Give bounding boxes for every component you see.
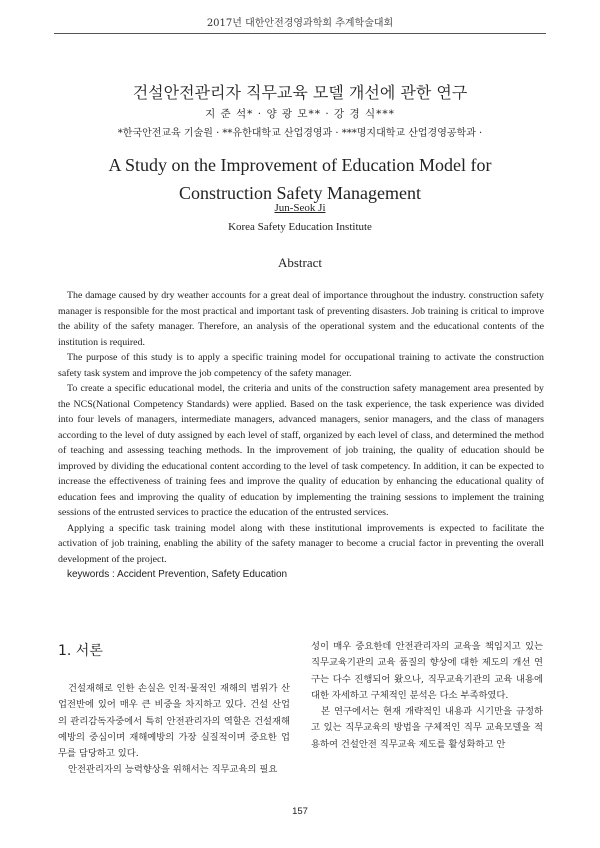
abstract-paragraph-4: Applying a specific task training model along with these institutional improvements is expected to facilitate the activation of job training, enabling the ability of the safety manager to become a crucial factor in preventing the overall development of the project. [58,522,544,565]
english-author [0,202,600,214]
section-1-heading: 1. 서론 [58,643,103,659]
abstract-body [58,288,544,583]
header-divider [54,33,546,34]
english-author-name: Jun-Seok Ji [274,202,326,214]
english-affiliation: Korea Safety Education Institute [228,221,372,233]
english-title-line-2: Construction Safety Management [179,183,421,203]
abstract-heading: Abstract [277,255,323,270]
right-column [311,639,543,753]
korean-affiliations: *한국안전교육 기술원 · **유한대학교 산업경영과 · ***명지대학교 산업경영공학과 · [117,128,483,139]
intro-paragraph-3: 본 연구에서는 현재 개략적인 내용과 시기만을 규정하고 있는 직무교육의 방법을 구체적인 직무 교육모델을 적용하여 건설안전 직무교육 제도를 활성화하고 안 [311,706,543,750]
abstract-paragraph-2: The purpose of this study is to apply a specific training model for occupational training to activate the construction safety task system and improve the job competency of the safety manager. [58,352,544,379]
abstract-paragraph-3: To create a specific educational model, the criteria and units of the construction safety management area presented by the NCS(National Competency Standards) were applied. Based on the task experience, the task experience was divided into four levels of managers, intermediate managers, advanced managers, senior managers, and the class of managers according to the level of duty assigned by each level of staff, organized by each level of class, and determined the method of teaching and assessing teaching methods. In the improvement of job training, the quality of education should be improved by dividing the educational content according to the level of task competency. In addition, it can be expected to increase the effectiveness of training fees and improve the quality of education by enhancing the educational quality of education fees and improving the quality of education by implementing the training sessions to implement the training sessions of the entrusted services to practice the education of the entrusted services. [58,383,544,518]
intro-paragraph-2: 안전관리자의 능력향상을 위해서는 직무교육의 필요 [68,764,278,776]
english-title [0,151,600,207]
korean-title: 건설안전관리자 직무교육 모델 개선에 관한 연구 [132,83,468,102]
intro-paragraph-2-cont: 성이 매우 중요한데 안전관리자의 교육을 책임지고 있는 직무교육기관의 교육 품질의 향상에 대한 제도의 개선 연구는 다수 진행되어 왔으나, 직무교육기관의 교육 내용에 대한 자세하고 구체적인 분석은 다소 부족하였다. [311,641,543,701]
english-title-line-1: A Study on the Improvement of Education Model for [108,155,492,175]
conference-header: 2017년 대한안전경영과학회 추계학술대회 [206,18,394,29]
korean-authors: 지 준 석* · 양 광 모** · 강 경 식*** [205,108,395,120]
abstract-paragraph-1: The damage caused by dry weather accounts for a great deal of importance throughout the industry. construction safety manager is responsible for the most practical and important task of preventing disasters. Job training is critical to improve the ability of the safety manager. Therefore, an analysis of the operational system and the educational contents of the institution is required. [58,290,544,348]
intro-paragraph-1: 건설재해로 인한 손실은 인적·물적인 재해의 범위가 산업전반에 있어 매우 큰 비중을 차지하고 있다. 건설 산업의 관리감독자중에서 특히 안전관리자의 역할은 건설재해예방의 중심이며 재해예방의 가장 실질적이며 중요한 업무를 담당하고 있다. [58,683,290,760]
left-column [58,681,290,779]
page-number: 157 [292,806,308,817]
keywords: keywords : Accident Prevention, Safety Education [67,569,288,580]
